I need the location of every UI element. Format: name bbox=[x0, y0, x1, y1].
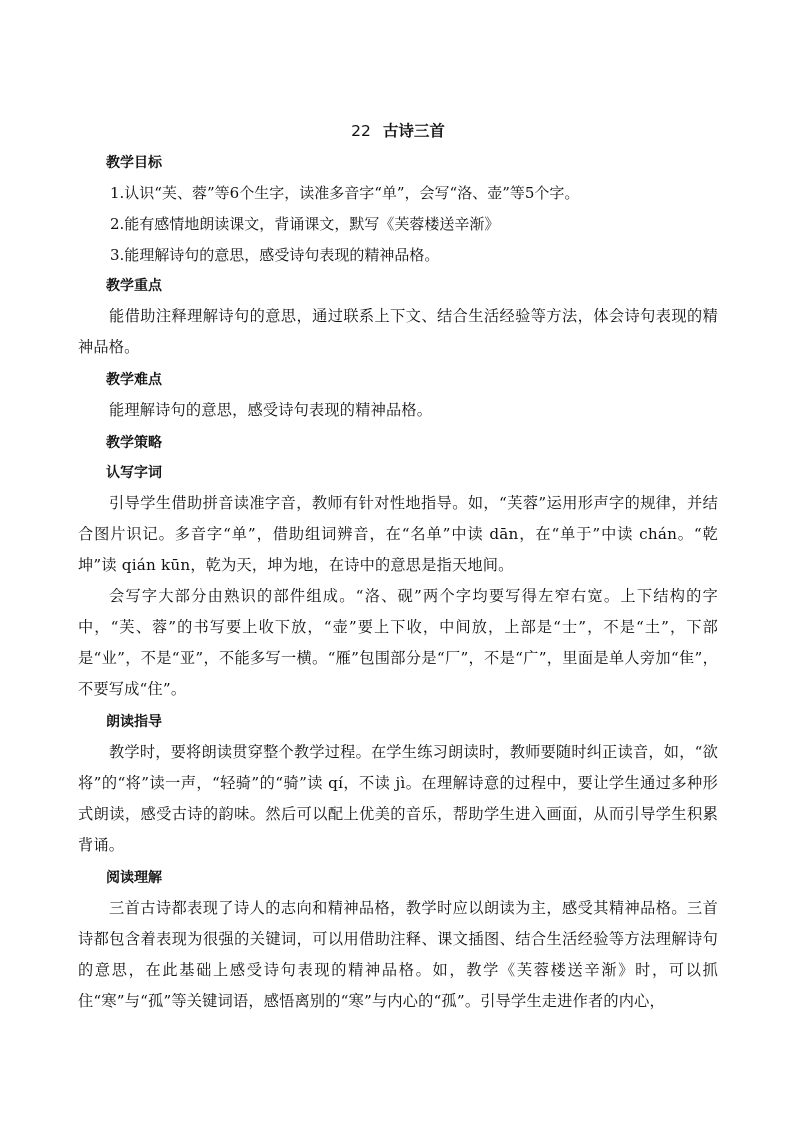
document-page bbox=[78, 118, 718, 1017]
goal-item-2: 2.能有感情地朗读课文，背诵课文，默写《芙蓉楼送辛渐》 bbox=[110, 215, 500, 233]
goal-item-3: 3.能理解诗句的意思，感受诗句表现的精神品格。 bbox=[110, 246, 440, 264]
characters-heading: 认写字词 bbox=[106, 465, 162, 481]
strategy-heading: 教学策略 bbox=[106, 435, 162, 451]
lesson-number: 22 bbox=[351, 122, 371, 140]
reading-paragraph: 教学时，要将朗读贯穿整个教学过程。在学生练习朗读时，教师要随时纠正读音，如，“欲将”的“将”读一声，“轻骑”的“骑”读 qí，不读 jì。在理解诗意的过程中，要让学生通过多种形式朗读，感受古诗的韵味。然后可以配上优美的音乐，帮助学生进入画面，从而引导学生积累背诵。 bbox=[78, 743, 718, 854]
comprehension-paragraph: 三首古诗都表现了诗人的志向和精神品格，教学时应以朗读为主，感受其精神品格。三首诗都包含着表现为很强的关键词，可以用借助注释、课文插图、结合生活经验等方法理解诗句的意思，在此基础上感受诗句表现的精神品格。如，教学《芙蓉楼送辛渐》时，可以抓住“寒”与“孤”等关键词语，感悟离别的“寒”与内心的“孤”。引导学生走进作者的内心， bbox=[78, 899, 718, 1010]
characters-paragraph-2: 会写字大部分由熟识的部件组成。“洛、砚”两个字均要写得左窄右宽。上下结构的字中，“芙、蓉”的书写要上收下放，“壶”要上下收，中间放，上部是“士”，不是“土”，下部是“业”，不是“亚”，不能多写一横。“雁”包围部分是“厂”，不是“广”，里面是单人旁加“隹”，不要写成“住”。 bbox=[78, 587, 718, 698]
reading-heading: 朗读指导 bbox=[106, 714, 162, 730]
difficulties-heading: 教学难点 bbox=[106, 372, 162, 388]
lesson-title-text: 古诗三首 bbox=[382, 122, 445, 140]
characters-paragraph-1: 引导学生借助拼音读准字音，教师有针对性地指导。如，“芙蓉”运用形声字的规律，并结合图片识记。多音字“单”，借助组词辨音，在“名单”中读 dān，在“单于”中读 chán。“乾坤”读 qián kūn，乾为天，坤为地，在诗中的意思是指天地间。 bbox=[78, 494, 718, 574]
goal-item-1: 1.认识“芙、蓉”等6个生字，读准多音字“单”，会写“洛、壶”等5个字。 bbox=[110, 184, 580, 202]
lesson-title bbox=[78, 118, 718, 144]
key-points-text: 能借助注释理解诗句的意思，通过联系上下文、结合生活经验等方法，体会诗句表现的精神品格。 bbox=[78, 307, 718, 356]
key-points-heading: 教学重点 bbox=[106, 278, 162, 294]
comprehension-heading: 阅读理解 bbox=[106, 870, 162, 886]
goals-heading: 教学目标 bbox=[106, 155, 162, 171]
difficulties-text: 能理解诗句的意思，感受诗句表现的精神品格。 bbox=[109, 401, 433, 419]
